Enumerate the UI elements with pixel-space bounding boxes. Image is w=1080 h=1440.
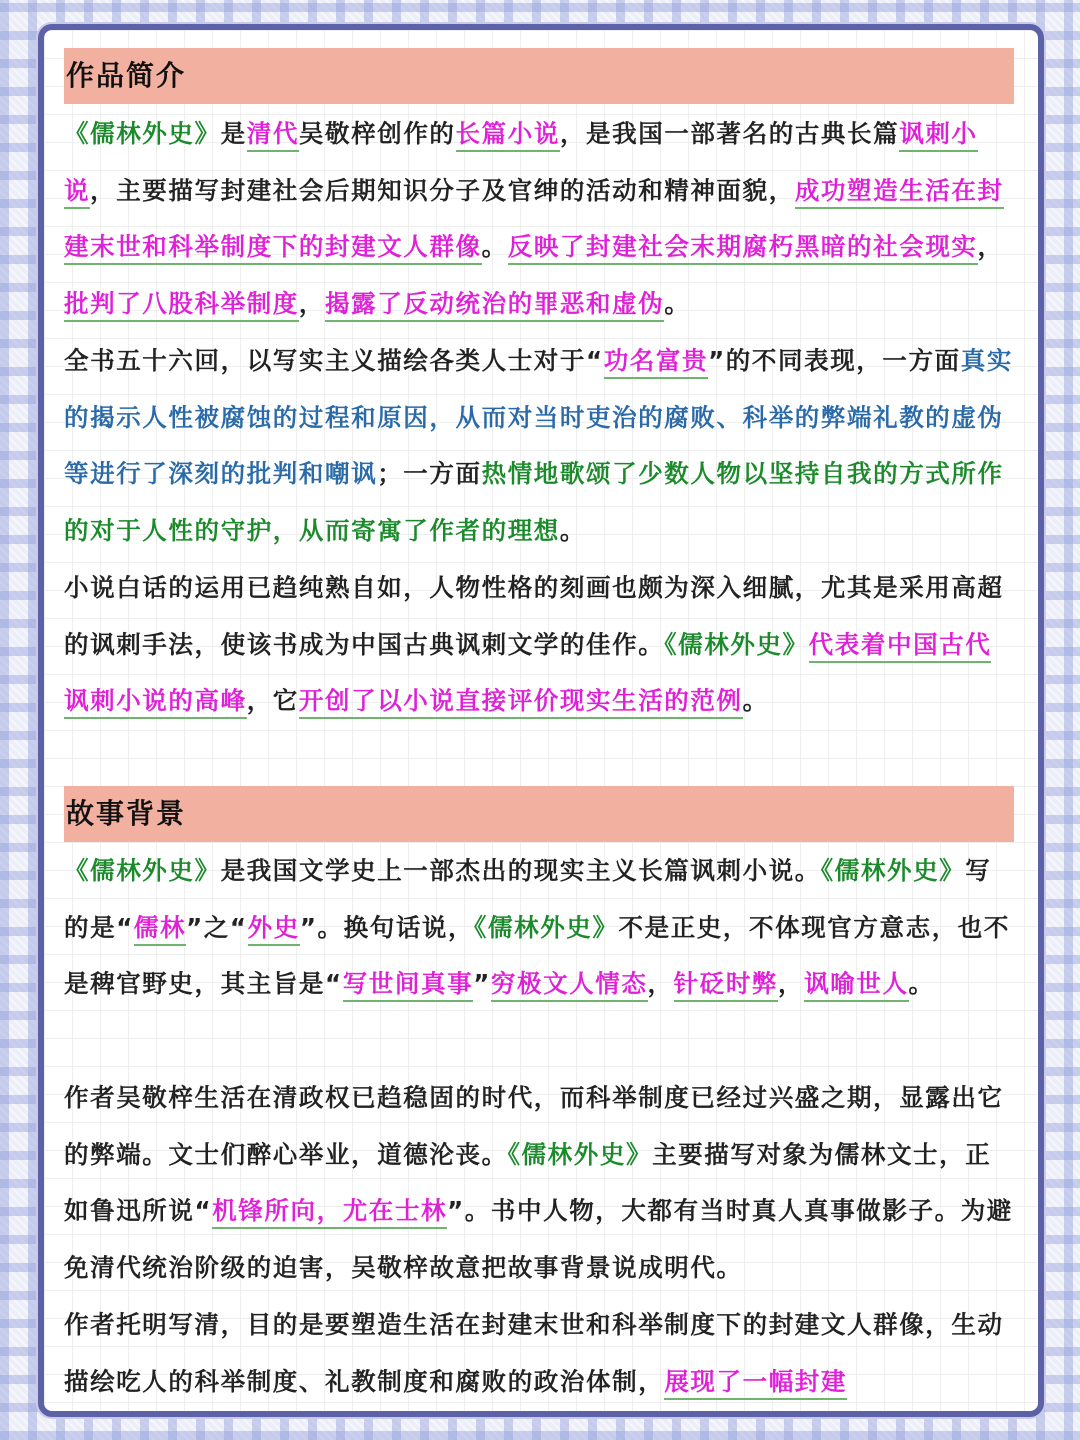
text-run: 写的是“ bbox=[64, 856, 992, 942]
background-paragraph-2 bbox=[64, 1070, 1014, 1298]
highlighted-phrase: 成功塑造生活在封建末世和科举制度下的封建文人群像 bbox=[64, 176, 1004, 266]
text-run: 全书五十六回，以写实主义描绘各类人士对于“ bbox=[64, 346, 604, 375]
text-run: ， bbox=[778, 969, 805, 999]
highlighted-phrase: 《儒林外史》 bbox=[64, 856, 221, 885]
text-run: 是 bbox=[220, 119, 247, 148]
text-run: ， bbox=[977, 232, 1004, 262]
highlighted-phrase: 讽喻世人 bbox=[804, 969, 908, 1002]
highlighted-phrase: 真实的揭示人性被腐蚀的过程和原因，从而对当时吏治的腐败、科举的弊端礼教的虚伪等进行了深刻的批判和嘲讽 bbox=[64, 346, 1013, 489]
text-run: 作者托明写清，目的是要塑造生活在封建末世和科举制度下的封建文人群像，生动描绘吃人的科举制度、礼教制度和腐败的政治体制， bbox=[64, 1310, 1004, 1396]
highlighted-phrase: 长篇小说 bbox=[456, 119, 560, 152]
text-run: ”。书中人物，大都有当时真人真事做影子。为避免清代统治阶级的迫害，吴敬梓故意把故事背景说成明代。 bbox=[64, 1196, 1013, 1283]
text-run: 。 bbox=[908, 969, 935, 999]
highlighted-phrase: 穷极文人情态 bbox=[491, 969, 648, 1002]
text-run: ”之“ bbox=[186, 912, 248, 942]
highlighted-phrase: 批判了八股科举制度 bbox=[64, 289, 299, 322]
text-run: 。 bbox=[559, 516, 587, 546]
text-run: ， bbox=[298, 289, 326, 319]
section-heading-intro: 作品简介 bbox=[64, 48, 1014, 104]
highlighted-phrase: 《儒林外史》 bbox=[474, 912, 619, 942]
highlighted-phrase: 讽刺小说 bbox=[64, 119, 978, 209]
text-run: 。 bbox=[742, 686, 769, 716]
text-run: ” bbox=[473, 969, 491, 999]
text-run: 不是正史，不体现官方意志，也不是稗官野史，其主旨是“ bbox=[64, 912, 1010, 999]
intro-paragraph-2 bbox=[64, 333, 1014, 561]
text-run: 。 bbox=[664, 289, 691, 319]
highlighted-phrase: 清代 bbox=[247, 119, 299, 152]
highlighted-phrase: 热情地歌颂了少数人物以坚持自我的方式所作的对于人性的守护，从而寄寓了作者的理想 bbox=[64, 459, 1004, 546]
highlighted-phrase: 《儒林外史》 bbox=[664, 629, 809, 659]
background-paragraph-1 bbox=[64, 843, 1014, 1071]
highlighted-phrase: 《儒林外史》 bbox=[507, 1139, 653, 1169]
section-heading-background: 故事背景 bbox=[64, 786, 1014, 842]
text-run: ”的不同表现，一方面 bbox=[708, 346, 961, 375]
intro-paragraph-1 bbox=[64, 106, 1014, 334]
intro-paragraph-3 bbox=[64, 560, 1014, 731]
text-run: ；一方面 bbox=[377, 459, 482, 489]
highlighted-phrase: 机锋所向，尤在士林 bbox=[212, 1196, 447, 1229]
text-run: 主要描写对象为儒林文士，正如鲁迅所说“ bbox=[64, 1139, 992, 1226]
highlighted-phrase: 功名富贵 bbox=[604, 346, 708, 379]
highlighted-phrase: 《儒林外史》 bbox=[820, 856, 966, 885]
text-run: ， bbox=[647, 969, 674, 999]
highlighted-phrase: 儒林 bbox=[134, 913, 186, 946]
text-run: 作者吴敬梓生活在清政权已趋稳固的时代，而科举制度已经过兴盛之期，显露出它的弊端。文士们醉心举业，道德沦丧。 bbox=[64, 1083, 1004, 1169]
highlighted-phrase: 《儒林外史》 bbox=[64, 119, 221, 148]
highlighted-phrase: 外史 bbox=[248, 913, 300, 946]
highlighted-phrase: 展现了一幅封建 bbox=[664, 1367, 847, 1400]
highlighted-phrase: 针砭时弊 bbox=[674, 969, 778, 1002]
highlighted-phrase: 代表着中国古代讽刺小说的高峰 bbox=[64, 630, 991, 720]
highlighted-phrase: 反映了封建社会末期腐朽黑暗的社会现实 bbox=[508, 232, 978, 265]
text-run: ，它 bbox=[246, 686, 299, 716]
text-run: ，主要描写封建社会后期知识分子及官绅的活动和精神面貌， bbox=[90, 175, 795, 205]
text-run: 。 bbox=[481, 232, 508, 262]
highlighted-phrase: 写世间真事 bbox=[343, 969, 474, 1002]
highlighted-phrase: 揭露了反动统治的罪恶和虚伪 bbox=[325, 289, 664, 322]
background-paragraph-3 bbox=[64, 1297, 1014, 1411]
text-run: 吴敬梓创作的 bbox=[298, 119, 456, 148]
text-run: 小说白话的运用已趋纯熟自如，人物性格的刻画也颇为深入细腻，尤其是采用高超的讽刺手法，使该书成为中国古典讽刺文学的佳作。 bbox=[64, 573, 1004, 659]
article-card bbox=[38, 24, 1044, 1417]
highlighted-phrase: 开创了以小说直接评价现实生活的范例 bbox=[299, 686, 743, 719]
text-run: 是我国文学史上一部杰出的现实主义长篇讽刺小说。 bbox=[220, 856, 821, 885]
text-run: ，是我国一部著名的古典长篇 bbox=[559, 119, 900, 148]
text-run: ”。换句话说， bbox=[299, 912, 475, 942]
